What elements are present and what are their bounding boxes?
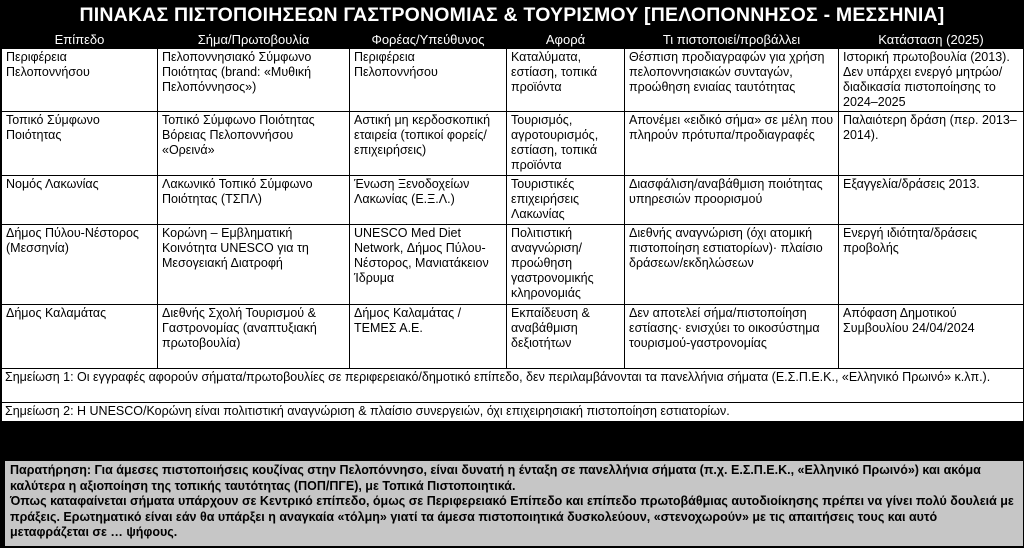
cell-level: Δήμος Πύλου-Νέστορος (Μεσσηνία): [2, 225, 158, 305]
header-concerns: Αφορά: [507, 32, 625, 49]
cell-initiative: Τοπικό Σύμφωνο Ποιότητας Βόρειας Πελοποννήσου «Ορεινά»: [158, 112, 350, 176]
cell-status: Παλαιότερη δράση (περ. 2013–2014).: [839, 112, 1024, 176]
header-status: Κατάσταση (2025): [839, 32, 1024, 49]
header-body: Φορέας/Υπεύθυνος: [350, 32, 507, 49]
cell-concerns: Πολιτιστική αναγνώριση/προώθηση γαστρονομικής κληρονομιάς: [507, 225, 625, 305]
note-1: Σημείωση 1: Οι εγγραφές αφορούν σήματα/πρωτοβουλίες σε περιφερειακό/δημοτικό επίπεδο, δεν περιλαμβάνονται τα πανελλήνια σήματα (Ε.Σ.Π.Ε.Κ., «Ελληνικό Πρωινό» κ.λπ.).: [2, 369, 1024, 403]
cell-level: Περιφέρεια Πελοποννήσου: [2, 49, 158, 112]
cell-certifies: Διεθνής αναγνώριση (όχι ατομική πιστοποίηση εστιατορίων)· πλαίσιο δράσεων/εκδηλώσεων: [625, 225, 839, 305]
remark-paragraph-1: Παρατήρηση: Για άμεσες πιστοποιήσεις κουζίνας στην Πελοπόννησο, είναι δυνατή η ένταξη σε πανελλήνια σήματα (π.χ. Ε.Σ.Π.Ε.Κ., «Ελληνικό Πρωινό») και ακόμα καλύτερα η αξιοποίηση της τοπικής ταυτότητας (ΠΟΠ/ΠΓΕ), με Τοπικά Πιστοποιητικά.: [10, 463, 981, 493]
remark-box: [3, 459, 1024, 548]
cell-concerns: Τουρισμός, αγροτουρισμός, εστίαση, τοπικά προϊόντα: [507, 112, 625, 176]
cell-initiative: Πελοποννησιακό Σύμφωνο Ποιότητας (brand: «Μυθική Πελοπόννησος»): [158, 49, 350, 112]
table-row: [2, 305, 1024, 369]
header-certifies: Τι πιστοποιεί/προβάλλει: [625, 32, 839, 49]
cell-initiative: Λακωνικό Τοπικό Σύμφωνο Ποιότητας (ΤΣΠΛ): [158, 176, 350, 225]
table-row: [2, 176, 1024, 225]
header-initiative: Σήμα/Πρωτοβουλία: [158, 32, 350, 49]
cell-certifies: Διασφάλιση/αναβάθμιση ποιότητας υπηρεσιών προορισμού: [625, 176, 839, 225]
table-row: [2, 49, 1024, 112]
cell-initiative: Κορώνη – Εμβληματική Κοινότητα UNESCO για τη Μεσογειακή Διατροφή: [158, 225, 350, 305]
cell-body: UNESCO Med Diet Network, Δήμος Πύλου-Νέστορος, Μανιατάκειον Ίδρυμα: [350, 225, 507, 305]
cell-concerns: Εκπαίδευση & αναβάθμιση δεξιοτήτων: [507, 305, 625, 369]
note-row: [2, 369, 1024, 403]
page-title: ΠΙΝΑΚΑΣ ΠΙΣΤΟΠΟΙΗΣΕΩΝ ΓΑΣΤΡΟΝΟΜΙΑΣ & ΤΟΥΡΙΣΜΟΥ [ΠΕΛΟΠΟΝΝΗΣΟΣ - ΜΕΣΣΗΝΙΑ]: [79, 4, 945, 26]
cell-status: Ενεργή ιδιότητα/δράσεις προβολής: [839, 225, 1024, 305]
cell-concerns: Καταλύματα, εστίαση, τοπικά προϊόντα: [507, 49, 625, 112]
cell-level: Τοπικό Σύμφωνο Ποιότητας: [2, 112, 158, 176]
cell-certifies: Απονέμει «ειδικό σήμα» σε μέλη που πληρούν πρότυπα/προδιαγραφές: [625, 112, 839, 176]
cell-certifies: Δεν αποτελεί σήμα/πιστοποίηση εστίασης· ενισχύει το οικοσύστημα τουρισμού-γαστρονομίας: [625, 305, 839, 369]
table-row: [2, 112, 1024, 176]
remark-paragraph-2: Όπως καταφαίνεται σήματα υπάρχουν σε Κεντρικό επίπεδο, όμως σε Περιφερειακό Επίπεδο και επίπεδο πρωτοβάθμιας αυτοδιοίκησης πρέπει να γίνει πολύ δουλειά με πράξεις. Ερωτηματικό είναι εάν θα υπάρξει η αναγκαία «τόλμη» γιατί τα άμεσα πιστοποιητικά δυσκολεύουν, «στενοχωρούν» με τις απαιτήσεις τους και αυτό μεταφράζεται σε … ψήφους.: [10, 494, 1014, 539]
cell-initiative: Διεθνής Σχολή Τουρισμού & Γαστρονομίας (αναπτυξιακή πρωτοβουλία): [158, 305, 350, 369]
table-header-row: [2, 32, 1024, 49]
header-level: Επίπεδο: [2, 32, 158, 49]
note-row: [2, 403, 1024, 422]
cell-body: Αστική μη κερδοσκοπική εταιρεία (τοπικοί φορείς/επιχειρήσεις): [350, 112, 507, 176]
cell-certifies: Θέσπιση προδιαγραφών για χρήση πελοποννησιακών συνταγών, προώθηση ενιαίας ταυτότητας: [625, 49, 839, 112]
cell-level: Νομός Λακωνίας: [2, 176, 158, 225]
cell-body: Περιφέρεια Πελοποννήσου: [350, 49, 507, 112]
certifications-table: [1, 31, 1024, 422]
table-row: [2, 225, 1024, 305]
note-2: Σημείωση 2: Η UNESCO/Κορώνη είναι πολιτιστική αναγνώριση & πλαίσιο συνεργειών, όχι επιχειρησιακή πιστοποίηση εστιατορίων.: [2, 403, 1024, 422]
cell-concerns: Τουριστικές επιχειρήσεις Λακωνίας: [507, 176, 625, 225]
cell-body: Ένωση Ξενοδοχείων Λακωνίας (Ε.Ξ.Λ.): [350, 176, 507, 225]
cell-status: Ιστορική πρωτοβουλία (2013). Δεν υπάρχει ενεργό μητρώο/διαδικασία πιστοποίησης το 2024–2025: [839, 49, 1024, 112]
cell-status: Απόφαση Δημοτικού Συμβουλίου 24/04/2024: [839, 305, 1024, 369]
cell-level: Δήμος Καλαμάτας: [2, 305, 158, 369]
cell-body: Δήμος Καλαμάτας / ΤΕΜΕΣ Α.Ε.: [350, 305, 507, 369]
cell-status: Εξαγγελία/δράσεις 2013.: [839, 176, 1024, 225]
